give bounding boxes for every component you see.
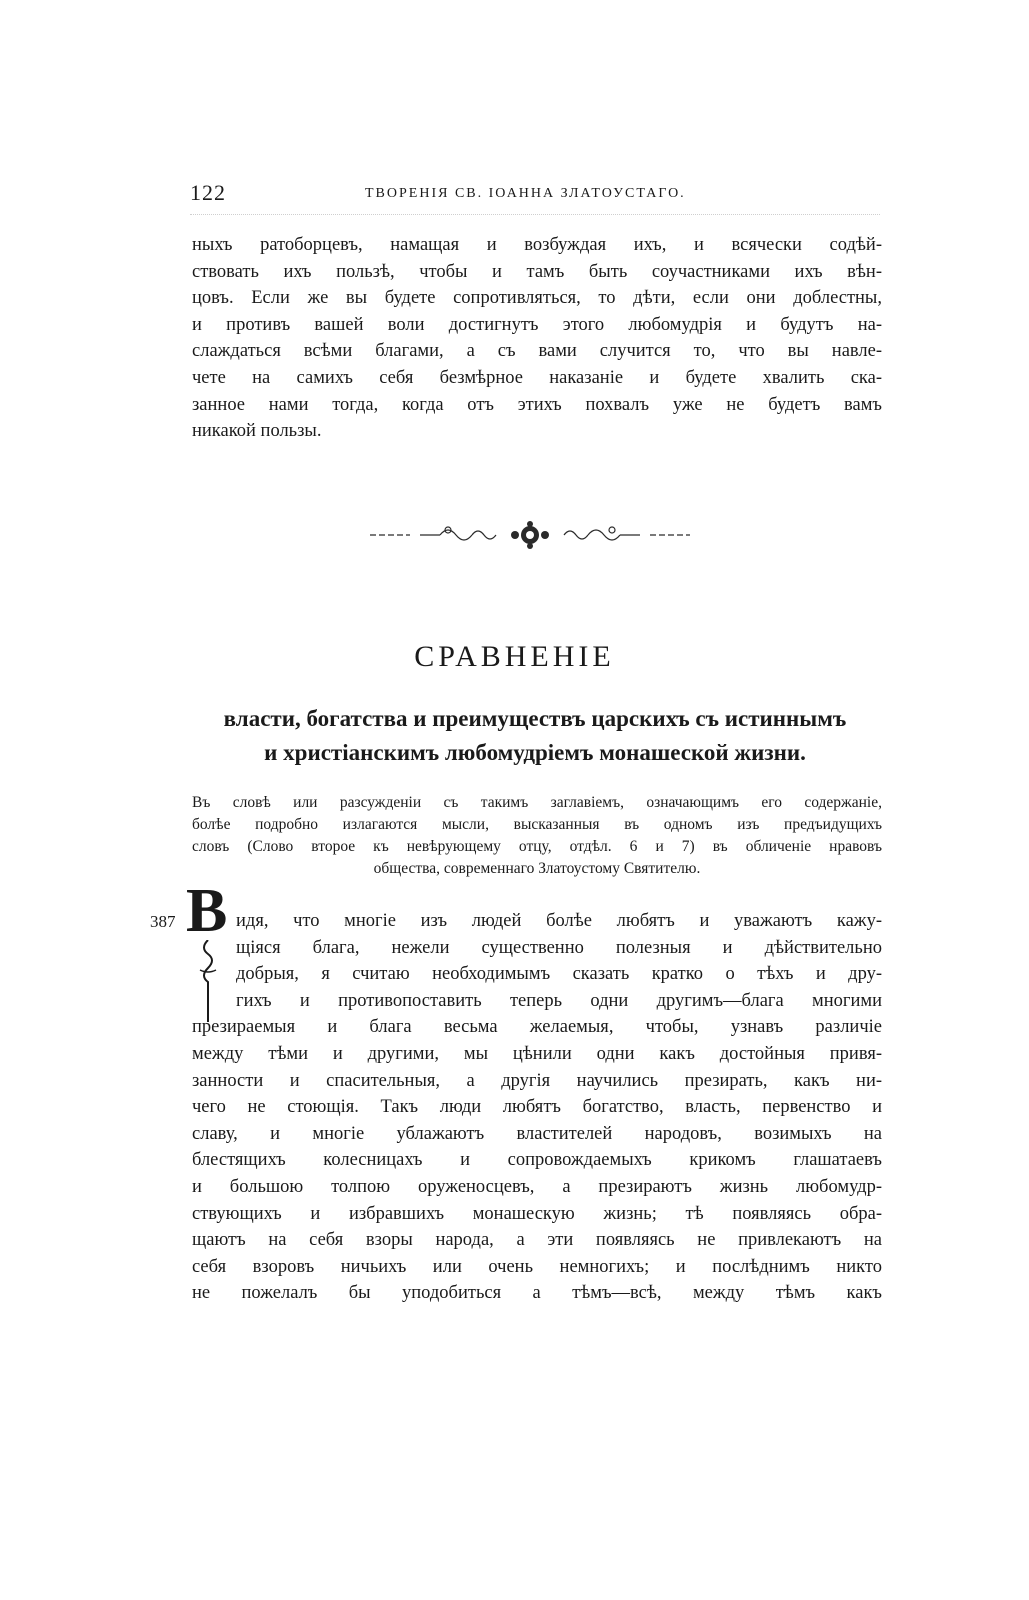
text-line: и противъ вашей воли достигнутъ этого любомудрія и будутъ на- <box>192 314 882 335</box>
header-rule <box>190 214 880 215</box>
text-line: ныхъ ратоборцевъ, намащая и возбуждая ихъ, и всячески содѣй- <box>192 235 882 255</box>
text-line: и большою толпою оруженосцевъ, а презираютъ жизнь любомудр- <box>192 1176 882 1197</box>
abstract-line: общества, современнаго Златоустому Святителю. <box>373 860 701 877</box>
text-line: щаютъ на себя взоры народа, а эти появляясь не привлекаютъ на <box>192 1230 882 1251</box>
text-line: между тѣми и другими, мы цѣнили одни какъ достойныя привя- <box>192 1043 882 1064</box>
abstract-line: Въ словѣ или разсужденіи съ такимъ заглавіемъ, означающимъ его содержаніе, <box>192 794 882 811</box>
main-paragraph <box>192 908 882 1307</box>
text-line: добрыя, я считаю необходимымъ сказать кратко о тѣхъ и дру- <box>236 964 882 985</box>
page-number: 122 <box>190 180 226 205</box>
margin-number: 387 <box>150 912 176 931</box>
text-line: занное нами тогда, когда отъ этихъ похвалъ уже не будетъ вамъ <box>192 394 882 415</box>
text-line: чего не стоющія. Такъ люди любятъ богатство, власть, первенство и <box>192 1097 882 1118</box>
text-line: славу, и многіе ублажаютъ властителей народовъ, возимыхъ на <box>192 1123 882 1144</box>
text-line: занности и спасительныя, а другія научились презирать, какъ ни- <box>192 1070 882 1091</box>
abstract-line: болѣе подробно излагаются мысли, высказанныя въ одномъ изъ предъидущихъ <box>192 816 882 833</box>
abstract-line: словъ (Слово второе къ невѣрующему отцу, отдѣл. 6 и 7) въ обличеніе нравовъ <box>192 838 882 855</box>
section-abstract <box>192 792 882 880</box>
ornament-divider-icon <box>370 520 690 550</box>
text-line: презираемыя и блага весьма желаемыя, чтобы, узнавъ различіе <box>192 1017 882 1038</box>
text-line: не пожелалъ бы уподобиться а тѣмъ—всѣ, между тѣмъ какъ <box>192 1283 882 1304</box>
text-line: ствовать ихъ пользѣ, чтобы и тамъ быть соучастниками ихъ вѣн- <box>192 261 882 282</box>
text-line: блестящихъ колесницахъ и сопровождаемыхъ крикомъ глашатаевъ <box>192 1150 882 1171</box>
section-subtitle <box>180 702 890 770</box>
text-line: себя взоровъ ничьихъ или очень немногихъ; и послѣднимъ никто <box>192 1256 882 1277</box>
text-line: чете на самихъ себя безмѣрное наказаніе и будете хвалить ска- <box>192 367 882 388</box>
drop-cap-letter: В <box>186 877 228 945</box>
subtitle-line: власти, богатства и преимуществъ царскихъ съ истиннымъ <box>223 706 847 731</box>
text-line: никакой пользы. <box>192 421 322 442</box>
page-header <box>190 180 880 212</box>
text-line: идя, что многіе изъ людей болѣе любятъ и уважаютъ кажу- <box>236 911 882 931</box>
text-line: гихъ и противопоставить теперь одни другимъ—блага многими <box>236 990 882 1011</box>
text-line: слаждаться всѣми благами, а съ вами случится то, что вы навле- <box>192 341 882 362</box>
section-title: СРАВНЕНІЕ <box>414 640 615 673</box>
running-head: ТВОРЕНІЯ СВ. ІОАННА ЗЛАТОУСТАГО. <box>365 186 686 201</box>
text-line: цовъ. Если же вы будете сопротивляться, то дѣти, если они доблестны, <box>192 288 882 309</box>
text-line: щіяся блага, нежели существенно полезныя и дѣйствительно <box>236 937 882 958</box>
text-line: ствующихъ и избравшихъ монашескую жизнь; тѣ появляясь обра- <box>192 1203 882 1224</box>
continuation-paragraph <box>192 232 882 445</box>
subtitle-line: и христіанскимъ любомудріемъ монашеской жизни. <box>264 740 806 765</box>
